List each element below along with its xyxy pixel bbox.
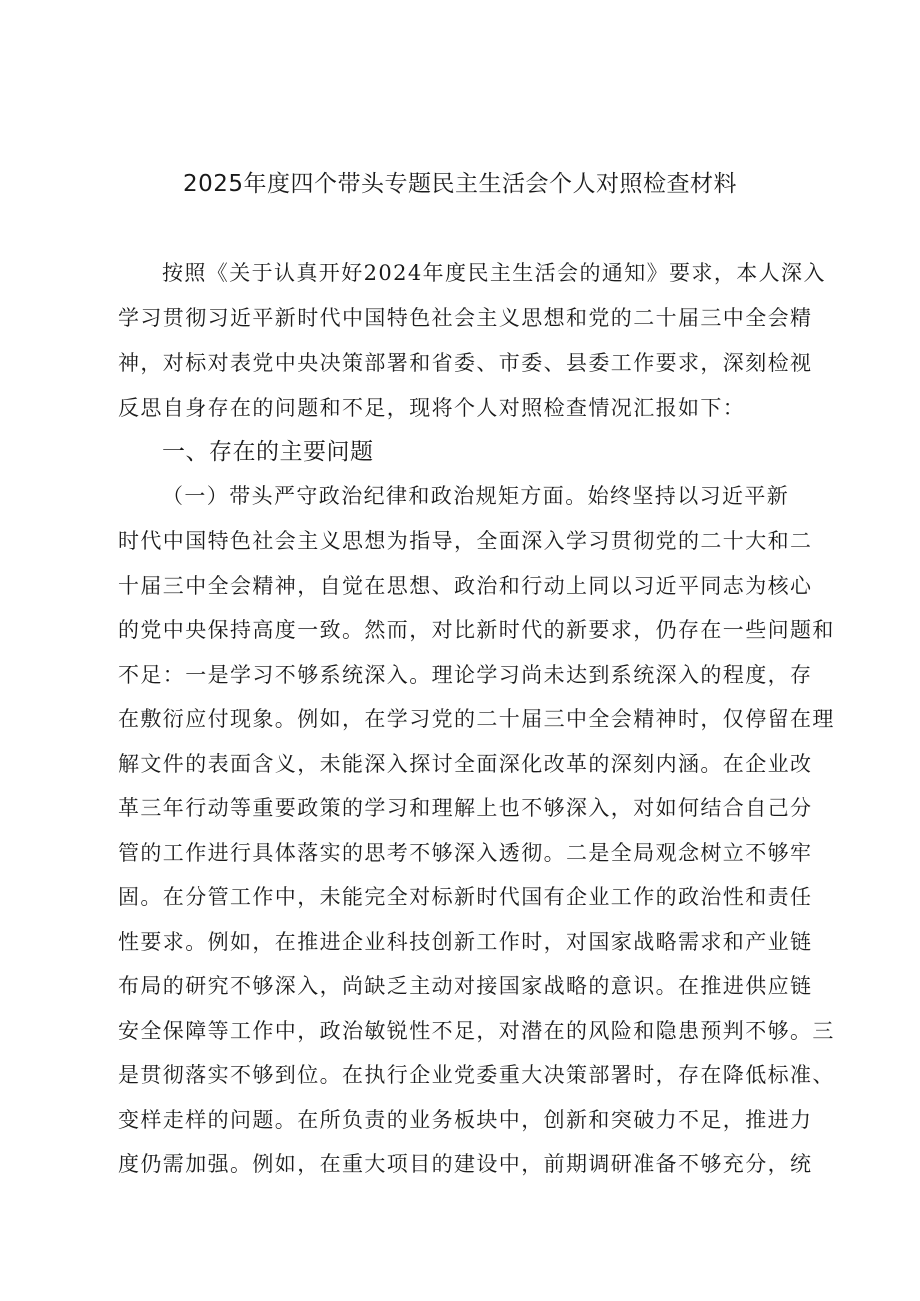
intro-line: 神，对标对表党中央决策部署和省委、市委、县委工作要求，深刻检视 — [118, 351, 813, 375]
intro-line: 反思自身存在的问题和不足，现将个人对照检查情况汇报如下： — [118, 396, 746, 420]
document-title: 2025年度四个带头专题民主生活会个人对照检查材料 — [182, 171, 738, 197]
body-line: 的党中央保持高度一致。然而，对比新时代的新要求，仍存在一些问题和 — [118, 618, 835, 642]
body-line: 安全保障等工作中，政治敏锐性不足，对潜在的风险和隐患预判不够。三 — [118, 1019, 835, 1043]
intro-line: 按照《关于认真开好2024年度民主生活会的通知》要求，本人深入 — [162, 261, 826, 285]
body-line: 布局的研究不够深入，尚缺乏主动对接国家战略的意识。在推进供应链 — [118, 974, 813, 998]
body-line: （一）带头严守政治纪律和政治规矩方面。始终坚持以习近平新 — [162, 484, 790, 508]
body-line: 管的工作进行具体落实的思考不够深入透彻。二是全局观念树立不够牢 — [118, 841, 813, 865]
body-line: 时代中国特色社会主义思想为指导，全面深入学习贯彻党的二十大和二 — [118, 529, 813, 553]
body-line: 变样走样的问题。在所负责的业务板块中，创新和突破力不足，推进力 — [118, 1108, 813, 1132]
body-line: 在敷衍应付现象。例如，在学习党的二十届三中全会精神时，仅停留在理 — [118, 707, 835, 731]
section-heading: 一、存在的主要问题 — [162, 439, 374, 465]
body-line: 革三年行动等重要政策的学习和理解上也不够深入，对如何结合自己分 — [118, 796, 813, 820]
body-line: 解文件的表面含义，未能深入探讨全面深化改革的深刻内涵。在企业改 — [118, 752, 813, 776]
intro-line: 学习贯彻习近平新时代中国特色社会主义思想和党的二十届三中全会精 — [118, 306, 813, 330]
body-line: 固。在分管工作中，未能完全对标新时代国有企业工作的政治性和责任 — [118, 885, 813, 909]
body-line: 十届三中全会精神，自觉在思想、政治和行动上同以习近平同志为核心 — [118, 574, 813, 598]
body-line: 性要求。例如，在推进企业科技创新工作时，对国家战略需求和产业链 — [118, 930, 813, 954]
body-line: 是贯彻落实不够到位。在执行企业党委重大决策部署时，存在降低标准、 — [118, 1063, 835, 1087]
body-line: 度仍需加强。例如，在重大项目的建设中，前期调研准备不够充分，统 — [118, 1152, 813, 1176]
body-line: 不足：一是学习不够系统深入。理论学习尚未达到系统深入的程度，存 — [118, 663, 813, 687]
